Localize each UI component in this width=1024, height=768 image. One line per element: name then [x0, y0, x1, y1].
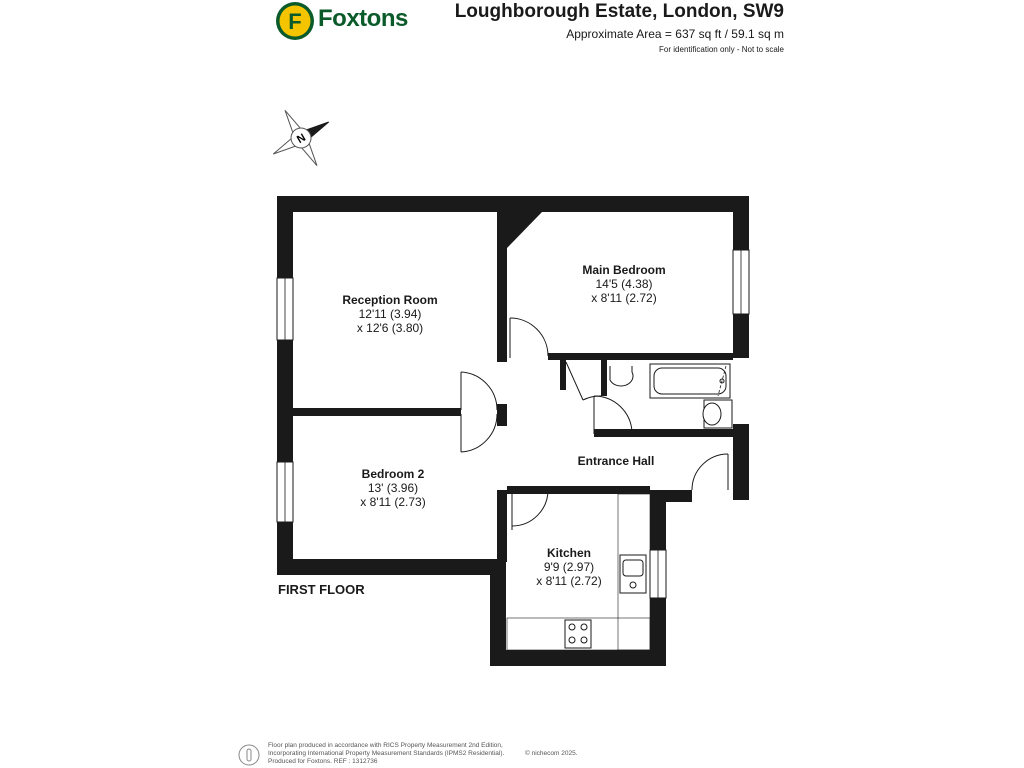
room-dimension: 14'5 (4.38): [595, 277, 653, 291]
footer-copyright: © nichecom 2025.: [525, 750, 578, 757]
property-title: Loughborough Estate, London, SW9: [454, 1, 784, 22]
footer-disclaimer: [268, 742, 528, 766]
svg-text:F: F: [288, 9, 302, 34]
room-dimension: x 12'6 (3.80): [356, 321, 424, 335]
room-dimension: x 8'11 (2.72): [536, 574, 602, 588]
footer-line: Incorporating International Property Measurement Standards (IPMS2 Residential).: [268, 750, 505, 757]
room-name: Bedroom 2: [361, 467, 425, 481]
footer-line: Produced for Foxtons. REF : 1312736: [268, 758, 378, 765]
room-name: Kitchen: [546, 546, 591, 560]
floor-label: FIRST FLOOR: [278, 582, 365, 597]
room-dimension: x 8'11 (2.72): [591, 291, 657, 305]
room-bedroom-2: [360, 467, 425, 509]
room-kitchen: [536, 546, 601, 588]
room-name: Main Bedroom: [582, 263, 666, 277]
room-dimension: 12'11 (3.94): [358, 307, 422, 321]
room-dimension: 13' (3.96): [367, 481, 419, 495]
room-reception: [342, 293, 437, 335]
room-name: Entrance Hall: [577, 454, 655, 468]
room-dimension: x 8'11 (2.73): [360, 495, 426, 509]
room-dimension: 9'9 (2.97): [543, 560, 595, 574]
brand-name: Foxtons: [318, 5, 408, 32]
compass-label: N: [295, 131, 308, 147]
measurement-standard-icon: [238, 744, 260, 766]
footer-line: Floor plan produced in accordance with RICS Property Measurement 2nd Edition,: [268, 742, 503, 749]
room-name: Reception Room: [342, 293, 438, 307]
room-main-bedroom: [582, 263, 665, 305]
approximate-area: Approximate Area = 637 sq ft / 59.1 sq m: [566, 27, 784, 41]
identification-note: For identification only - Not to scale: [659, 45, 784, 54]
room-entrance-hall: [578, 454, 655, 468]
